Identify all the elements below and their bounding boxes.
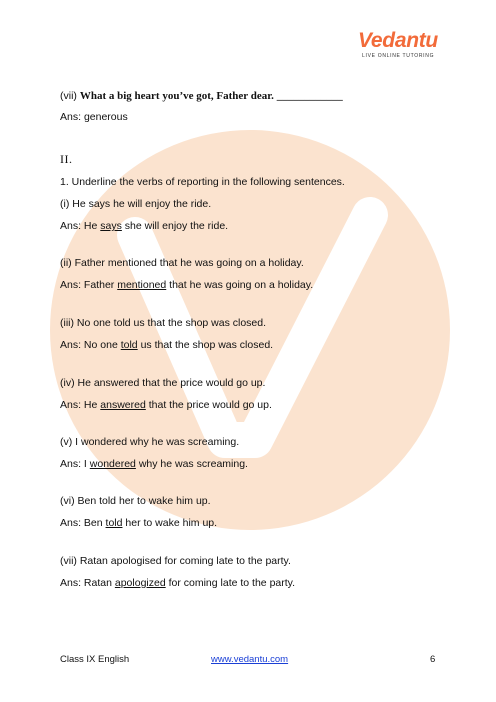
answer-ii [60,278,313,292]
answer-rest: us that the shop was closed. [140,339,274,351]
answer-v [60,457,248,471]
answer-blank: ____________ [276,90,343,102]
logo-wordmark: Vedantu [358,29,438,52]
section-heading: II. [60,152,73,166]
answer-prefix: Ans: Ratan [60,577,112,589]
underlined-verb: says [100,220,122,232]
answer-prefix: Ans: Ben [60,517,103,529]
answer-prefix: Ans: [60,111,82,123]
question-vii-b: (vii) Ratan apologised for coming late to the party. [60,555,291,567]
question-i: (i) He says he will enjoy the ride. [60,198,212,210]
answer-rest: that the price would go up. [148,399,272,411]
footer-website-link[interactable]: www.vedantu.com [211,654,289,665]
answer-prefix: Ans: He [60,399,98,411]
answer-rest: her to wake him up. [125,517,218,529]
footer-course: Class IX English [60,654,130,665]
underlined-verb: answered [100,399,146,411]
underlined-verb: mentioned [117,279,167,291]
answer-iv [60,398,272,412]
answer-prefix: Ans: No one [60,339,118,351]
answer-prefix: Ans: I [60,458,87,470]
page-number: 6 [430,654,436,665]
question-iv: (iv) He answered that the price would go up. [60,377,266,389]
underlined-verb: wondered [89,458,136,470]
answer-rest: for coming late to the party. [168,577,296,589]
answer-rest: that he was going on a holiday. [169,279,314,291]
answer-vii [60,110,128,124]
answer-text: generous [83,111,128,123]
instruction: 1. Underline the verbs of reporting in the following sentences. [60,176,345,188]
underlined-verb: apologized [114,577,166,589]
answer-rest: she will enjoy the ride. [124,220,229,232]
question-vi: (vi) Ben told her to wake him up. [60,495,211,507]
answer-prefix: Ans: Father [60,279,115,291]
question-v: (v) I wondered why he was screaming. [60,436,240,448]
vedantu-logo [358,30,458,59]
logo-tagline: LIVE ONLINE TUTORING [362,53,435,59]
question-vii [60,89,343,103]
answer-vii-b [60,576,295,590]
question-text: What a big heart you’ve got, Father dear. [79,90,274,102]
question-iii: (iii) No one told us that the shop was closed. [60,317,267,329]
answer-iii [60,338,273,352]
answer-vi [60,516,217,530]
answer-rest: why he was screaming. [138,458,248,470]
question-label: (vii) [60,90,77,102]
question-ii: (ii) Father mentioned that he was going on a holiday. [60,257,304,269]
answer-i [60,219,228,233]
answer-prefix: Ans: He [60,220,98,232]
underlined-verb: told [105,517,123,529]
underlined-verb: told [120,339,138,351]
